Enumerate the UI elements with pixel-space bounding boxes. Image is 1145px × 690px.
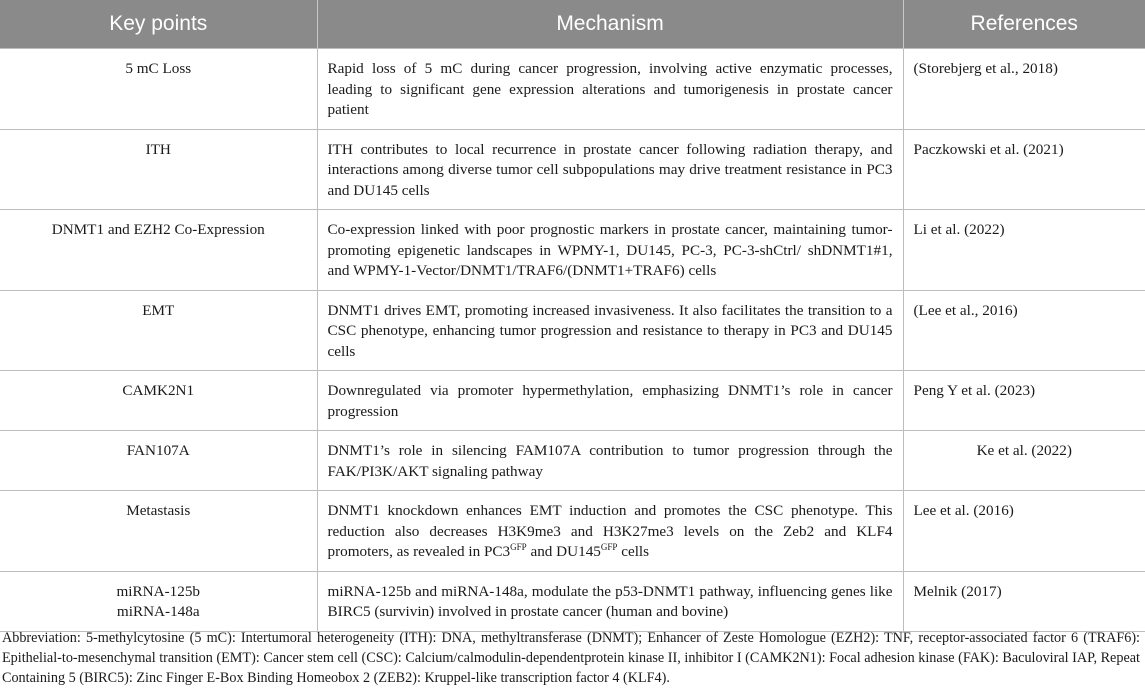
reference-cell: Lee et al. (2016) [903,491,1145,572]
table-row [0,210,1145,291]
reference-cell: Ke et al. (2022) [903,431,1145,491]
table-row [0,129,1145,210]
mechanism-cell: Co-expression linked with poor prognostic markers in prostate cancer, maintaining tumor-promoting epigenetic landscapes in WPMY-1, DU145, PC-3, PC-3-shCtrl/ shDNMT1#1, and WPMY-1-Vector/DNMT1/TRAF6/(DNMT1+TRAF6) cells [317,210,903,291]
key-point-cell: Metastasis [0,491,317,572]
key-point-cell: 5 mC Loss [0,49,317,130]
reference-cell: Melnik (2017) [903,571,1145,631]
abbreviation-footnote: Abbreviation: 5-methylcytosine (5 mC): Intertumoral heterogeneity (ITH): DNA, methyltransferase (DNMT); Enhancer of Zeste Homologue (EZH2): TNF, receptor-associated factor 6 (TRAF6): Epithelial-to-mesenchymal transition (EMT): Cancer stem cell (CSC): Calcium/calmodulin-dependentprotein kinase II, inhibitor I (CAMK2N1): Focal adhesion kinase (FAK): Baculoviral IAP, Repeat Containing 5 (BIRC5): Zinc Finger E-Box Binding Homeobox 2 (ZEB2): Kruppel-like transcription factor 4 (KLF4). [2,630,1140,686]
mechanism-cell [317,491,903,572]
table-row [0,290,1145,371]
key-point-cell [0,571,317,631]
mechanism-cell: Rapid loss of 5 mC during cancer progression, involving active enzymatic processes, leading to significant gene expression alterations and tumorigenesis in prostate cancer patient [317,49,903,130]
table-row [0,49,1145,130]
table-row [0,431,1145,491]
table-row [0,571,1145,631]
header-references: References [903,0,1145,49]
header-mechanism: Mechanism [317,0,903,49]
key-point-cell: FAN107A [0,431,317,491]
reference-cell: Paczkowski et al. (2021) [903,129,1145,210]
key-point-cell: EMT [0,290,317,371]
mechanism-text: cells [617,543,650,560]
gfp-superscript: GFP [510,541,527,552]
key-point-cell: CAMK2N1 [0,371,317,431]
mechanism-cell: DNMT1 drives EMT, promoting increased invasiveness. It also facilitates the transition to a CSC phenotype, enhancing tumor progression and resistance to therapy in PC3 and DU145 cells [317,290,903,371]
mechanism-text: DNMT1 knockdown enhances EMT induction and promotes the CSC phenotype. This reduction also decreases H3K9me3 and H3K27me3 levels on the Zeb2 and KLF4 promoters, as revealed in PC3 [327,502,893,560]
table-header-row [0,0,1145,49]
mechanism-cell: Downregulated via promoter hypermethylation, emphasizing DNMT1’s role in cancer progression [317,371,903,431]
key-point-cell: ITH [0,129,317,210]
mechanism-text: and DU145 [526,543,601,560]
key-point-cell: DNMT1 and EZH2 Co-Expression [0,210,317,291]
gfp-superscript: GFP [600,541,618,552]
mechanism-cell: ITH contributes to local recurrence in prostate cancer following radiation therapy, and interactions among diverse tumor cell subpopulations may drive treatment resistance in PC3 and DU145 cells [317,129,903,210]
table-row [0,371,1145,431]
reference-link[interactable]: (Storebjerg et al., 2018) [903,49,1145,130]
reference-link[interactable]: (Lee et al., 2016) [903,290,1145,371]
key-point-line: miRNA-148a [116,603,200,620]
header-key-points: Key points [0,0,317,49]
table-row [0,491,1145,572]
key-point-line: miRNA-125b [116,582,201,600]
reference-cell: Li et al. (2022) [903,210,1145,291]
mechanism-cell: miRNA-125b and miRNA-148a, modulate the p53-DNMT1 pathway, influencing genes like BIRC5 (survivin) involved in prostate cancer (human and bovine) [317,571,903,631]
mechanism-cell: DNMT1’s role in silencing FAM107A contribution to tumor progression through the FAK/PI3K/AKT signaling pathway [317,431,903,491]
reference-cell: Peng Y et al. (2023) [903,371,1145,431]
